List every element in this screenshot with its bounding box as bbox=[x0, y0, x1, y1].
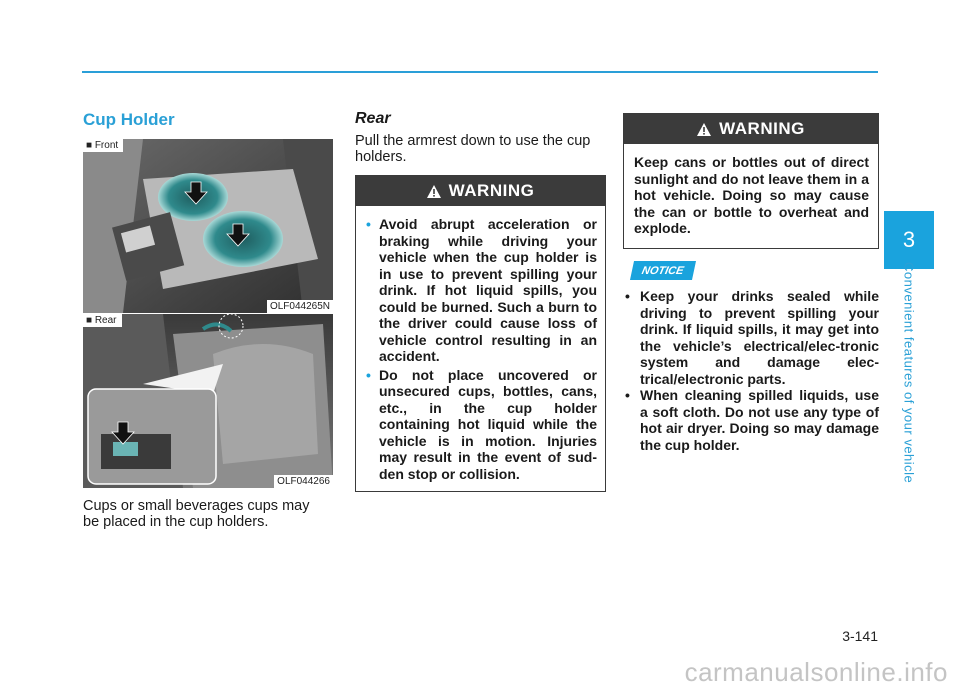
rear-subtitle: Rear bbox=[355, 110, 391, 127]
rear-photo-label: ■ Rear bbox=[83, 314, 122, 327]
warning-item-text: Do not place uncovered or unsecured cups, bottles, cans, etc., in the cup holder containing hot liquid while the vehicle is in motion. Injuries may result in the event of sud-den stop or collision. bbox=[379, 366, 597, 482]
header-rule bbox=[82, 71, 878, 73]
rear-photo bbox=[83, 314, 333, 488]
warning-text: Keep cans or bottles out of direct sunlight and do not leave them in a hot vehicle. Doing so may cause the can or bottle to overheat and explode. bbox=[634, 154, 869, 236]
notice-item-text: When cleaning spilled liquids, use a soft cloth. Do not use any type of hot air dryer. Doing so may damage the cup holder. bbox=[640, 387, 879, 453]
warning-triangle-icon bbox=[697, 123, 711, 136]
bullet-icon: • bbox=[625, 387, 630, 403]
warning-item bbox=[366, 367, 597, 483]
chapter-title: Convenient features of your vehicle bbox=[901, 262, 917, 484]
intro-line: Pull the armrest down to use the cup bbox=[355, 133, 591, 149]
section-title: Cup Holder bbox=[83, 110, 175, 129]
front-photo-code: OLF044265N bbox=[267, 300, 333, 313]
notice-list bbox=[623, 288, 879, 453]
warning-item bbox=[366, 216, 597, 365]
cup-holder-caption bbox=[83, 498, 335, 530]
bullet-icon: • bbox=[366, 216, 371, 232]
front-cup-holder-illustration bbox=[83, 139, 333, 313]
warning-header bbox=[356, 176, 605, 206]
bullet-icon: • bbox=[625, 288, 630, 304]
chapter-tab: 3 bbox=[884, 211, 934, 269]
notice-item bbox=[623, 387, 879, 453]
warning-title: WARNING bbox=[719, 119, 805, 138]
bullet-icon: • bbox=[366, 366, 371, 383]
watermark: carmanualsonline.info bbox=[684, 657, 948, 687]
caption-line: be placed in the cup holders. bbox=[83, 514, 269, 530]
rear-cup-holder-illustration bbox=[83, 314, 333, 488]
warning-header bbox=[624, 114, 878, 144]
page-number: 3-141 bbox=[842, 628, 878, 644]
warning-box-sunlight bbox=[623, 113, 879, 249]
intro-line: holders. bbox=[355, 149, 407, 165]
warning-box-rear bbox=[355, 175, 606, 492]
notice-item-text: Keep your drinks sealed while driving to prevent spilling your drink. If liquid spills, it may get into the vehicle’s electrical/elec-tronic system and damage elec-trical/electronic parts. bbox=[640, 288, 879, 387]
rear-intro bbox=[355, 133, 607, 165]
front-photo-label: ■ Front bbox=[83, 139, 123, 152]
notice-item bbox=[623, 288, 879, 387]
caption-line: Cups or small beverages cups may bbox=[83, 498, 310, 514]
warning-list bbox=[356, 206, 605, 482]
warning-triangle-icon bbox=[427, 185, 441, 198]
rear-photo-code: OLF044266 bbox=[274, 475, 333, 488]
warning-item-text: Avoid abrupt acceleration or braking while driving your vehicle when the cup holder is in use to prevent spilling your drink. If hot liquid spills, you could be burned. Such a burn to the driver could cause loss of vehicle control resulting in an accident. bbox=[379, 216, 597, 364]
front-photo bbox=[83, 139, 333, 313]
notice-badge: NOTICE bbox=[630, 261, 696, 280]
warning-title: WARNING bbox=[448, 181, 535, 200]
